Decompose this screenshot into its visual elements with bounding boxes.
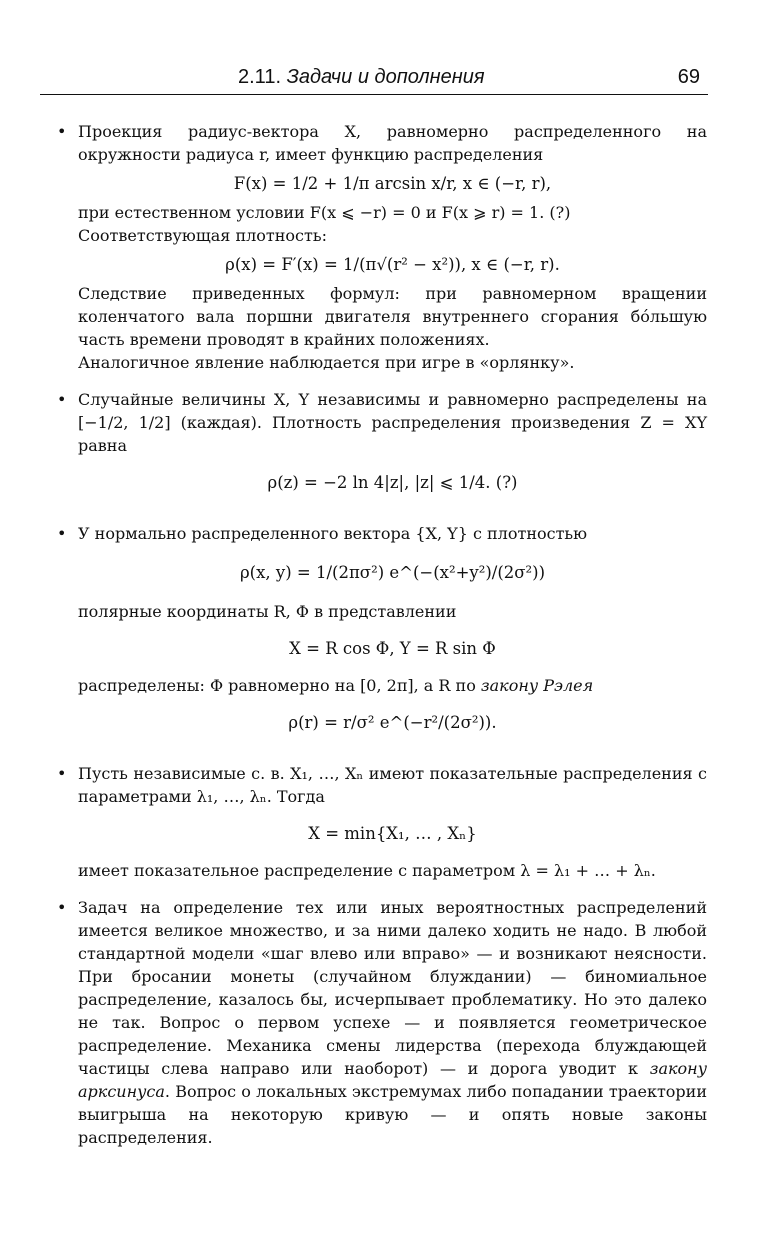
formula: F(x) = 1/2 + 1/π arcsin x/r, x ∈ (−r, r), [233, 174, 552, 193]
formula: X = min{X₁, … , Xₙ} [308, 824, 477, 843]
bullet: • [57, 524, 67, 543]
paragraph: при естественном условии F(x ⩽ −r) = 0 и F(x ⩾ r) = 1. (?) [78, 203, 571, 222]
paragraph: Проекция радиус-вектора X, равномерно распределенного на окружности радиуса r, имеет функцию распределения [78, 122, 707, 164]
bullet: • [57, 122, 67, 141]
text-run: распределены: Φ равномерно на [0, 2π], а R по [78, 676, 481, 695]
page-body [57, 120, 707, 1149]
paragraph: Пусть независимые с. в. X₁, …, Xₙ имеют показательные распределения с параметрами λ₁, …, λₙ. Тогда [78, 764, 707, 806]
chapter-title [238, 66, 485, 89]
bullet: • [57, 764, 67, 783]
list-item [57, 120, 707, 374]
paragraph: Случайные величины X, Y независимы и равномерно распределены на [−1/2, 1/2] (каждая). Плотность распределения произведения Z = XY равна [78, 390, 707, 455]
paragraph [78, 674, 707, 697]
section-title: Задачи и дополнения [286, 66, 485, 88]
paragraph: У нормально распределенного вектора {X, Y} с плотностью [78, 524, 588, 543]
paragraph: Аналогичное явление наблюдается при игре в «орлянку». [78, 353, 575, 372]
formula: ρ(x) = F′(x) = 1/(π√(r² − x²)), x ∈ (−r, r). [225, 255, 560, 274]
paragraph: Соответствующая плотность: [78, 226, 327, 245]
text-run: Задач на определение тех или иных вероятностных распределений имеется великое множество, и за ними далеко ходить не надо. В любой стандартной модели «шаг влево или вправо» — и возникают неясности. При бросании монеты (случайном блуждании) — биномиальное распределение, казалось бы, исчерпывает проблематику. Но это далеко не так. Вопрос о первом успехе — и появляется геометрическое распределение. Механика смены лидерства (перехода блуждающей частицы слева направо или наоборот) — и дорога уводит к [78, 898, 707, 1078]
paragraph: имеет показательное распределение с параметром λ = λ₁ + … + λₙ. [78, 861, 656, 880]
text-run: . Вопрос о локальных экстремумах либо попадании траектории выигрыша на некоторую кривую — и опять новые законы распределения. [78, 1082, 707, 1147]
formula: ρ(x, y) = 1/(2πσ²) e^(−(x²+y²)/(2σ²)) [239, 563, 546, 582]
list-item [57, 762, 707, 882]
bullet: • [57, 898, 67, 917]
section-number: 2.11. [238, 66, 281, 88]
italic-term: закону арксинуса [78, 1059, 707, 1101]
bullet: • [57, 390, 67, 409]
page-number: 69 [677, 66, 700, 88]
formula: X = R cos Φ, Y = R sin Φ [289, 639, 496, 658]
italic-term: закону Рэлея [480, 676, 594, 695]
paragraph [78, 896, 707, 1149]
formula: ρ(z) = −2 ln 4|z|, |z| ⩽ 1/4. (?) [267, 473, 518, 492]
running-header [40, 64, 708, 95]
formula: ρ(r) = r/σ² e^(−r²/(2σ²)). [288, 713, 497, 732]
list-item [57, 388, 707, 494]
paragraph: полярные координаты R, Φ в представлении [78, 602, 457, 621]
list-item [57, 896, 707, 1149]
list-item [57, 522, 707, 734]
paragraph: Следствие приведенных формул: при равномерном вращении коленчатого вала поршни двигателя внутреннего сгорания бóльшую часть времени проводят в крайних положениях. [78, 284, 707, 349]
